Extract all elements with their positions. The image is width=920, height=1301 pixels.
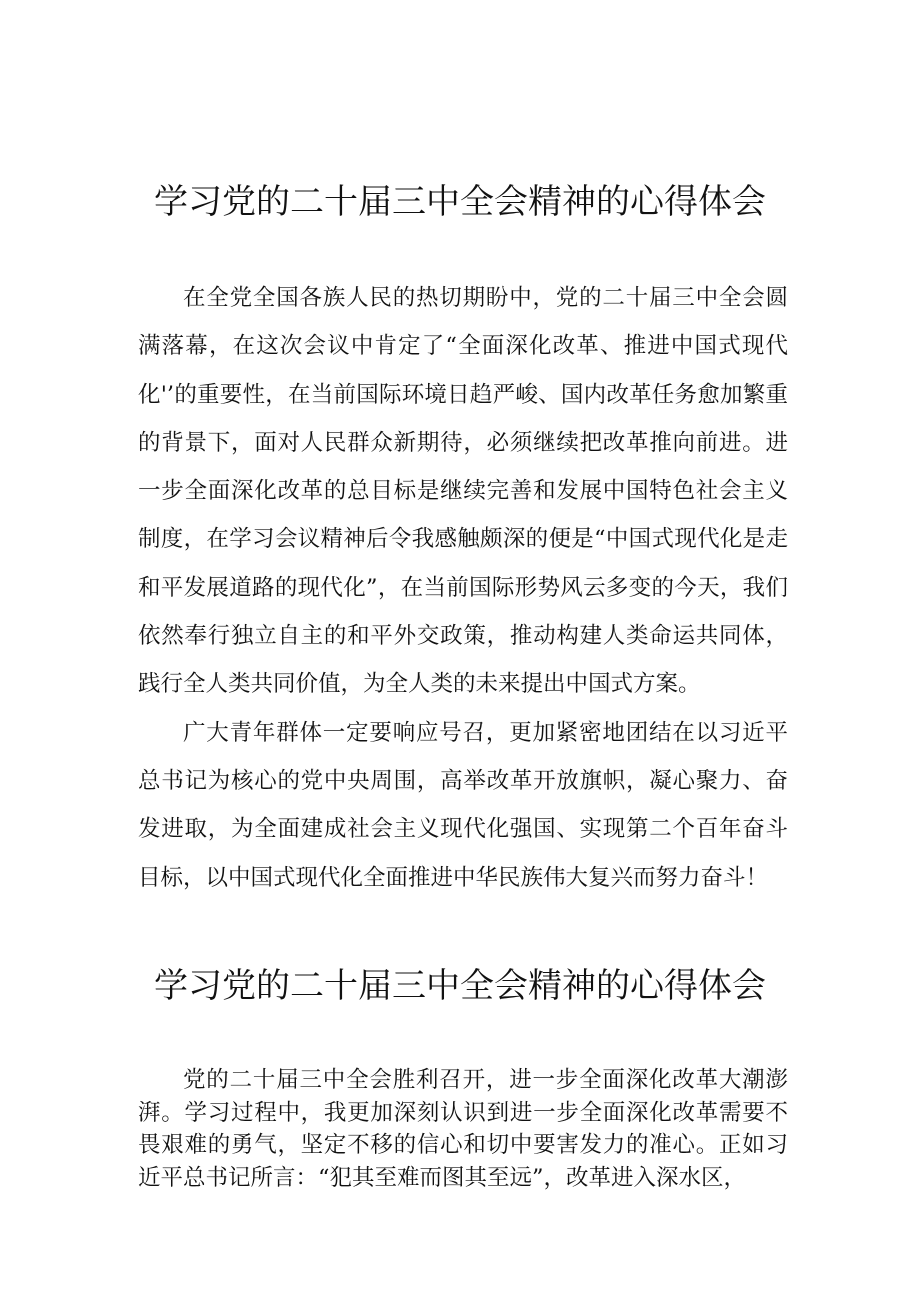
section-2-body xyxy=(138,1064,788,1194)
paragraph-3: 党的二十届三中全会胜利召开，进一步全面深化改革大潮澎湃。学习过程中，我更加深刻认识到进一步全面深化改革需要不畏艰难的勇气，坚定不移的信心和切中要害发力的准心。正如习近平总书记所言：“犯其至难而图其至远”，改革进入深水区， xyxy=(138,1067,788,1191)
section-1-body xyxy=(138,274,788,902)
paragraph-2: 广大青年群体一定要响应号召，更加紧密地团结在以习近平总书记为核心的党中央周围，高举改革开放旗帜，凝心聚力、奋发进取，为全面建成社会主义现代化强国、实现第二个百年奋斗目标，以中国式现代化全面推进中华民族伟大复兴而努力奋斗！ xyxy=(138,719,788,891)
paragraph-1: 在全党全国各族人民的热切期盼中，党的二十届三中全会圆满落幕，在这次会议中肯定了“全面深化改革、推进中国式现代化'’的重要性，在当前国际环境日趋严峻、国内改革任务愈加繁重的背景下，面对人民群众新期待，必须继续把改革推向前进。进一步全面深化改革的总目标是继续完善和发展中国特色社会主义制度，在学习会议精神后令我感触颇深的便是“中国式现代化是走和平发展道路的现代化”，在当前国际形势风云多变的今天，我们依然奉行独立自主的和平外交政策，推动构建人类命运共同体，践行全人类共同价值，为全人类的未来提出中国式方案。 xyxy=(138,285,788,698)
document-title-1: 学习党的二十届三中全会精神的心得体会 xyxy=(154,182,766,222)
document-title-2: 学习党的二十届三中全会精神的心得体会 xyxy=(154,966,766,1006)
